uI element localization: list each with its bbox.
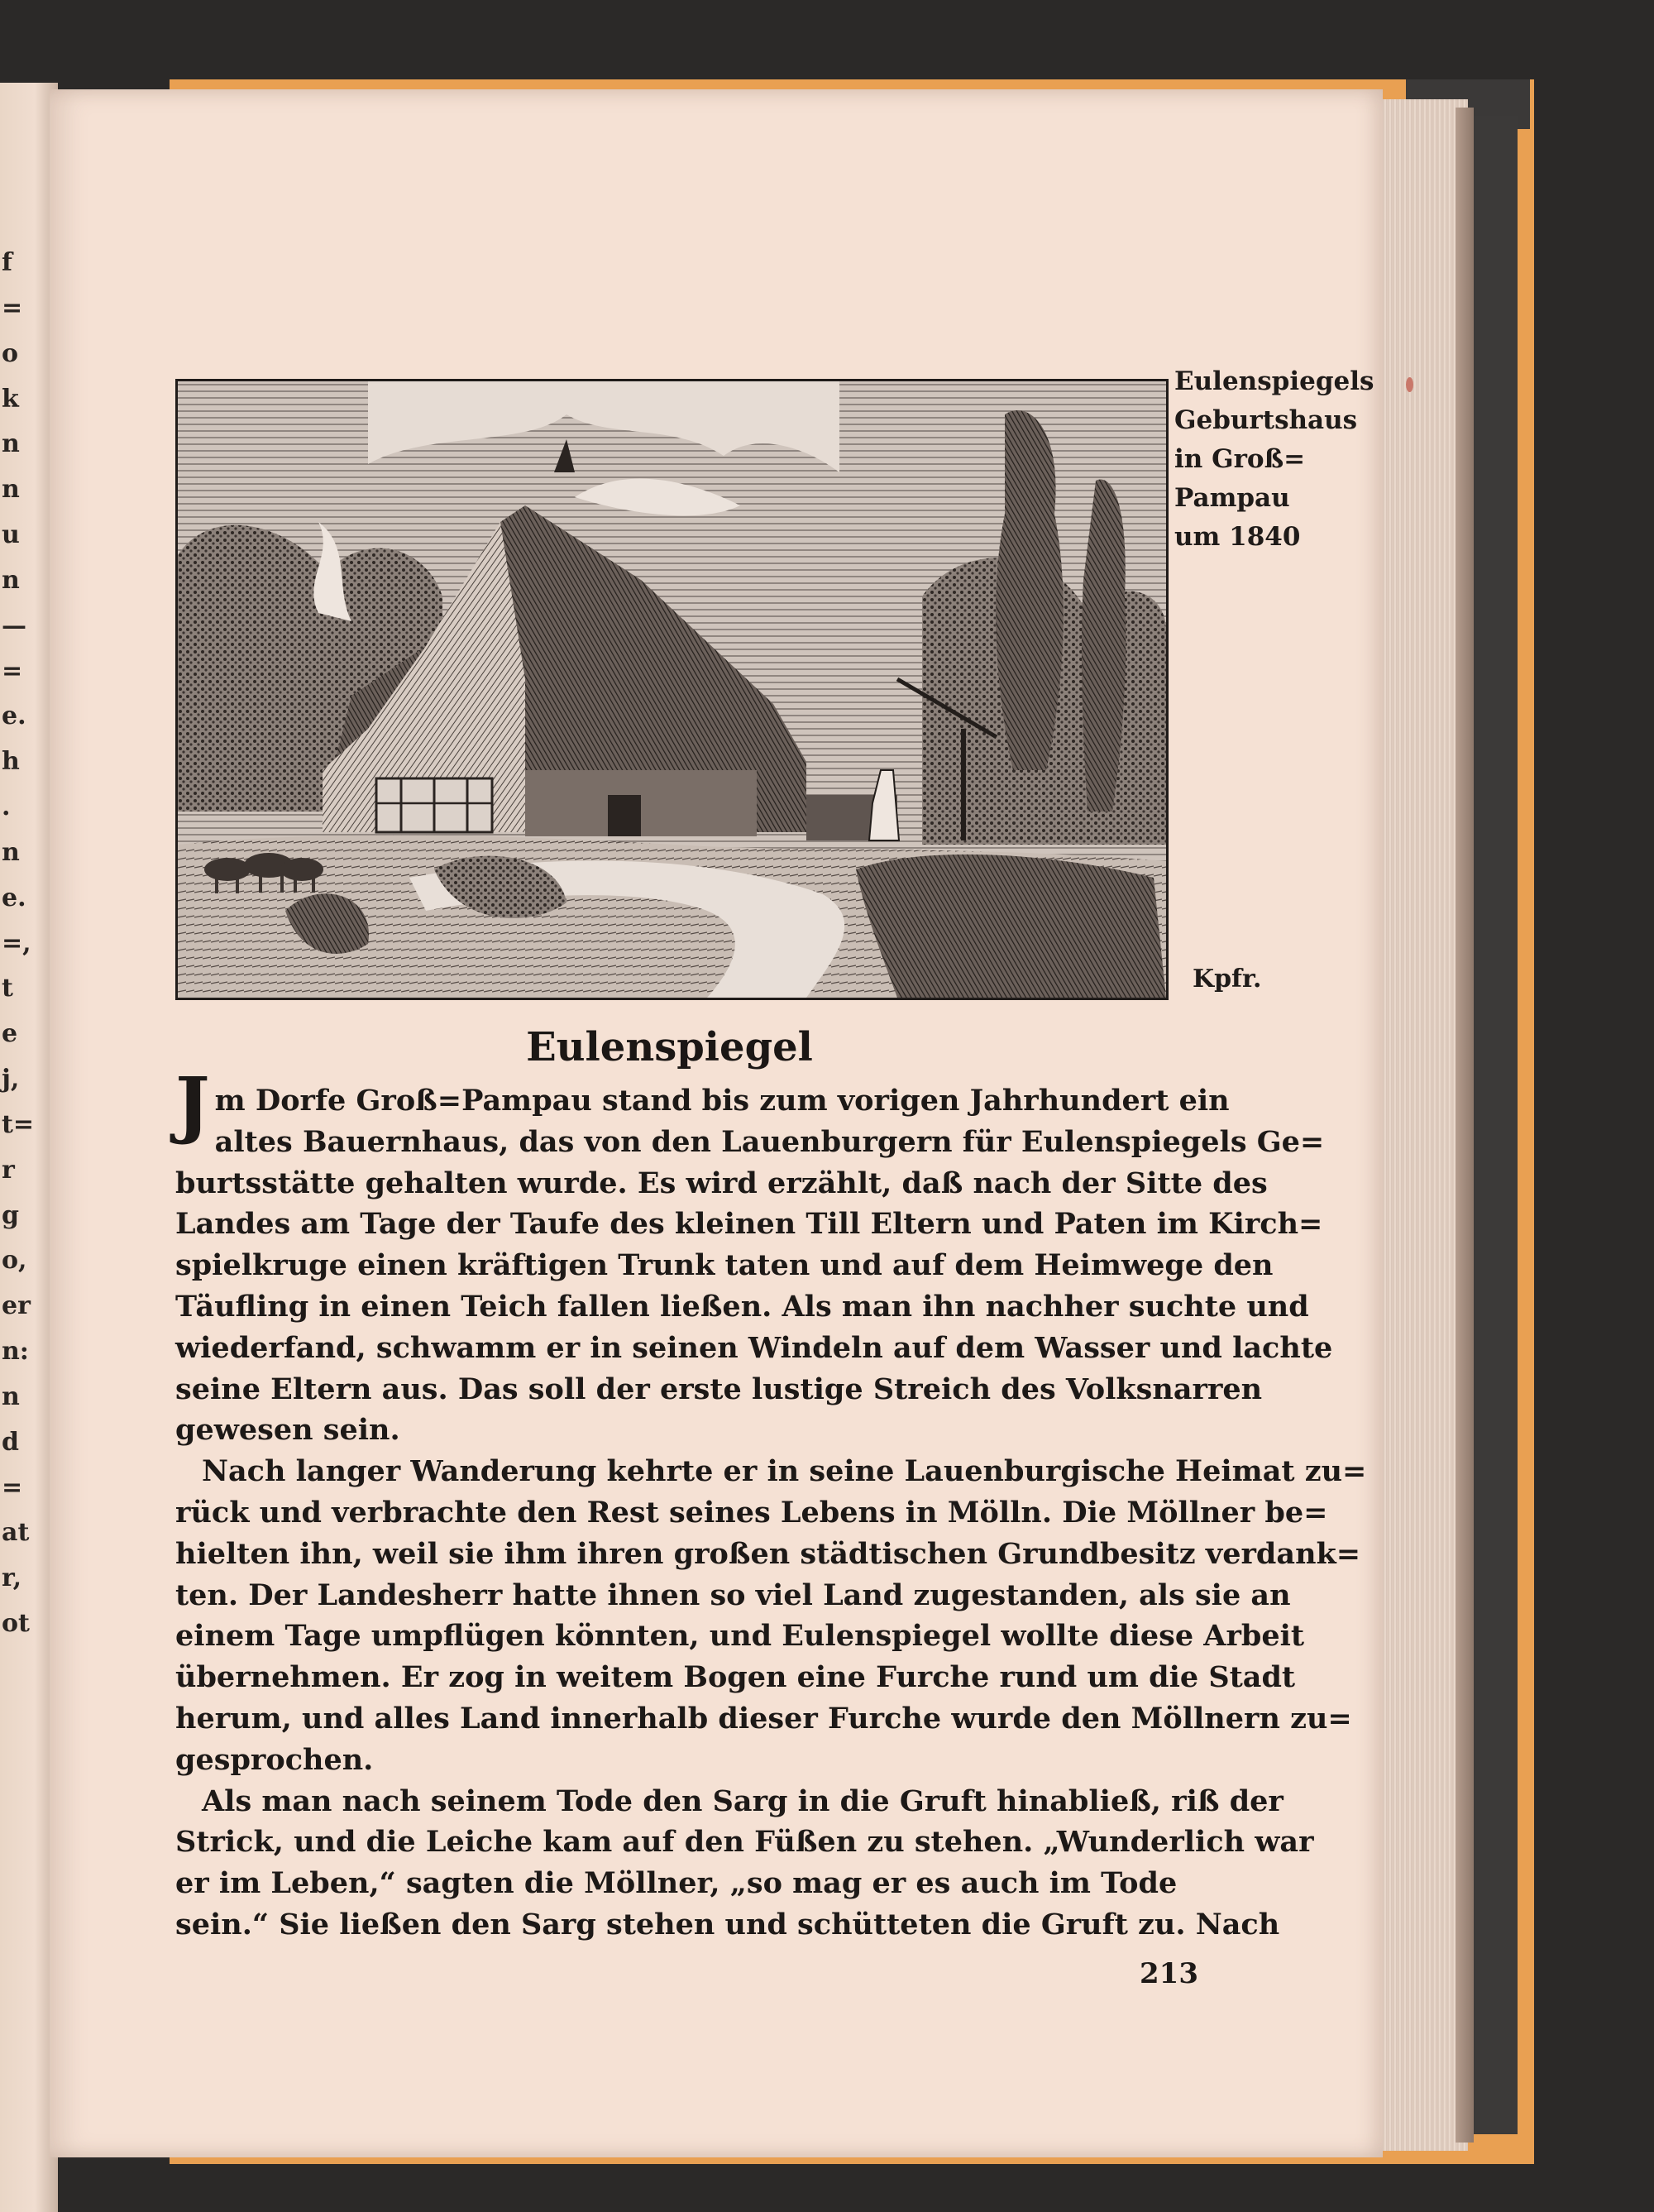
paragraph-line: seine Eltern aus. Das soll der erste lustige Streich des Volksnarren <box>175 1372 1263 1406</box>
left-edge-fragment: = <box>2 1473 23 1502</box>
left-edge-fragment: n <box>2 1382 20 1411</box>
drop-cap: J <box>175 1061 210 1147</box>
book-page <box>50 89 1383 2157</box>
left-edge-fragment: t <box>2 974 13 1003</box>
paragraph-line: einem Tage umpflügen könnten, und Eulenspiegel wollte diese Arbeit <box>175 1619 1305 1654</box>
paragraph-line: Nach langer Wanderung kehrte er in seine Lauenburgische Heimat zu= <box>202 1454 1367 1489</box>
left-edge-fragment: d <box>2 1428 19 1457</box>
left-edge-fragment: o, <box>2 1246 27 1275</box>
left-page-edge-text <box>0 248 34 1654</box>
caption-line: Eulenspiegels <box>1174 366 1374 396</box>
left-edge-fragment: r <box>2 1156 15 1185</box>
book-spine-binding <box>1468 116 1518 2134</box>
left-edge-fragment: r, <box>2 1563 22 1592</box>
left-edge-fragment: o <box>2 339 19 368</box>
first-line-text: m Dorfe Groß=Pampau stand bis zum vorigen Jahrhundert ein <box>214 1084 1230 1118</box>
paragraph-line: ten. Der Landesherr hatte ihnen so viel Land zugestanden, als sie an <box>175 1578 1291 1612</box>
page-mark <box>1406 377 1413 392</box>
paragraph-line: Landes am Tage der Taufe des kleinen Till Eltern und Paten im Kirch= <box>175 1207 1323 1242</box>
paragraph-line: sein.“ Sie ließen den Sarg stehen und schütteten die Gruft zu. Nach <box>175 1907 1280 1941</box>
left-edge-fragment: n <box>2 566 20 595</box>
left-edge-fragment: = <box>2 294 23 323</box>
left-edge-fragment: at <box>2 1518 30 1547</box>
page-stack-edge <box>1377 99 1468 2151</box>
paragraph-line: wiederfand, schwamm er in seinen Windeln auf dem Wasser und lachte <box>175 1330 1333 1365</box>
left-edge-fragment: e <box>2 1019 18 1048</box>
paragraph-line: burtsstätte gehalten wurde. Es wird erzählt, daß nach der Sitte des <box>175 1166 1268 1200</box>
paragraph-line: gesprochen. <box>175 1742 374 1777</box>
left-edge-fragment: n <box>2 429 20 458</box>
left-edge-fragment: n: <box>2 1337 29 1366</box>
left-edge-fragment: ot <box>2 1609 30 1638</box>
paragraph-line: altes Bauernhaus, das von den Lauenburgern für Eulenspiegels Ge= <box>214 1124 1325 1159</box>
left-edge-fragment: =, <box>2 929 31 958</box>
caption-line: Geburtshaus <box>1174 405 1358 435</box>
paragraph-line: Täufling in einen Teich fallen ließen. Als man ihn nachher suchte und <box>175 1289 1309 1324</box>
left-edge-fragment: e. <box>2 701 26 730</box>
left-edge-fragment: . <box>2 792 11 821</box>
page-number: 213 <box>1140 1957 1198 1990</box>
paragraph-line: herum, und alles Land innerhalb dieser Furche wurde den Möllnern zu= <box>175 1701 1352 1736</box>
paragraph-line: er im Leben,“ sagten die Möllner, „so mag er es auch im Tode <box>175 1866 1178 1901</box>
caption-line: in Groß= <box>1174 444 1306 474</box>
illustration-caption <box>1174 362 1373 557</box>
left-edge-fragment: k <box>2 385 19 414</box>
left-edge-fragment: t= <box>2 1110 34 1139</box>
engraving-illustration <box>175 379 1169 1000</box>
caption-line: um 1840 <box>1174 522 1301 552</box>
paragraph-line: spielkruge einen kräftigen Trunk taten und auf dem Heimwege den <box>175 1248 1274 1283</box>
left-edge-fragment: e. <box>2 883 26 912</box>
paragraph-line: übernehmen. Er zog in weitem Bogen eine Furche rund um die Stadt <box>175 1660 1296 1695</box>
left-edge-fragment: n <box>2 838 20 867</box>
paragraph-line: Strick, und die Leiche kam auf den Füßen zu stehen. „Wunderlich war <box>175 1825 1314 1860</box>
illustration-credit: Kpfr. <box>1193 965 1262 993</box>
left-edge-fragment: n <box>2 475 20 504</box>
article-title: Eulenspiegel <box>526 1024 813 1070</box>
article-body <box>175 1061 1367 1946</box>
left-edge-fragment: er <box>2 1291 31 1320</box>
left-edge-fragment: h <box>2 747 20 776</box>
left-edge-fragment: f <box>2 248 12 277</box>
left-edge-fragment: j, <box>2 1065 20 1094</box>
left-edge-fragment: = <box>2 657 23 686</box>
paragraph-line: rück und verbrachte den Rest seines Lebens in Mölln. Die Möllner be= <box>175 1495 1328 1530</box>
left-edge-fragment: u <box>2 520 20 549</box>
paragraph-line: Als man nach seinem Tode den Sarg in die Gruft hinabließ, riß der <box>202 1783 1284 1818</box>
page-stack-shadow <box>1456 108 1474 2143</box>
left-edge-fragment: — <box>2 611 26 640</box>
left-edge-fragment: g <box>2 1201 19 1230</box>
engraving-farmhouse-image <box>178 381 1166 998</box>
paragraph-line: hielten ihn, weil sie ihm ihren großen städtischen Grundbesitz verdank= <box>175 1536 1361 1571</box>
paragraph-line: gewesen sein. <box>175 1413 400 1448</box>
caption-line: Pampau <box>1174 483 1290 513</box>
